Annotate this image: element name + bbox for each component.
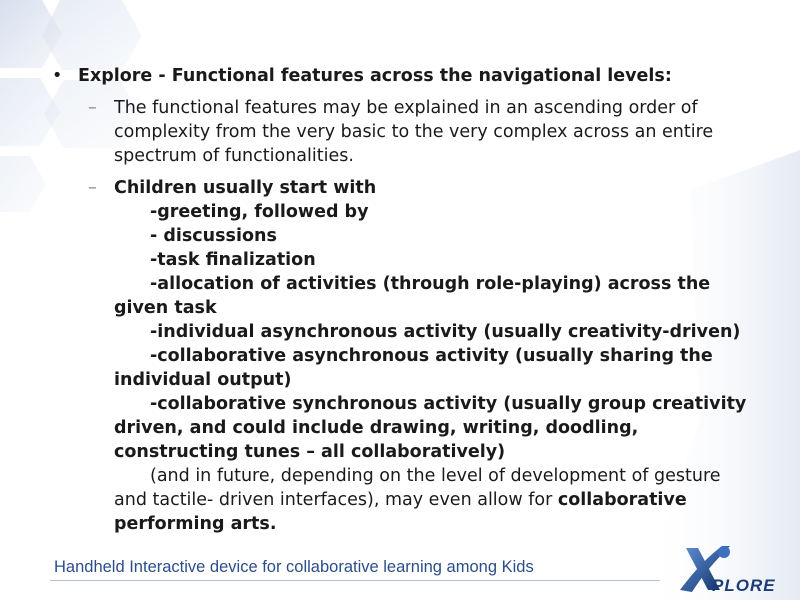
sequence-finalization: -task finalization bbox=[150, 250, 316, 270]
sub-bullet-functional-features bbox=[52, 96, 752, 168]
logo-text: PLORE bbox=[712, 576, 776, 595]
footer-text: Handheld Interactive device for collaborative learning among Kids bbox=[54, 558, 534, 576]
sequence-discussions: - discussions bbox=[150, 226, 277, 246]
sub-bullet-children-sequence bbox=[52, 176, 752, 536]
sequence-allocation: -allocation of activities (through role-playing) across the given task bbox=[114, 274, 711, 318]
sequence-collab-sync: -collaborative synchronous activity (usually group creativity driven, and could include drawing, writing, doodling, constructing tunes – all collaboratively) bbox=[114, 394, 747, 462]
slide-content bbox=[52, 64, 752, 536]
future-bold-text: collaborative performing arts. bbox=[114, 490, 687, 534]
sequence-intro: Children usually start with bbox=[114, 178, 377, 198]
dash-icon: – bbox=[88, 98, 97, 118]
sequence-individual: -individual asynchronous activity (usually creativity-driven) bbox=[150, 322, 741, 342]
sub-bullet-text: The functional features may be explained in an ascending order of complexity from the very basic to the very complex across an entire spectrum of functionalities. bbox=[114, 98, 714, 166]
future-text: (and in future, depending on the level of development of gesture and tactile- driven interfaces), may even allow for bbox=[114, 466, 721, 510]
sequence-future bbox=[114, 464, 752, 536]
dash-icon: – bbox=[88, 178, 97, 198]
sequence-collab-async: -collaborative asynchronous activity (usually sharing the individual output) bbox=[114, 346, 713, 390]
bullet-title: Explore - Functional features across the navigational levels: bbox=[78, 66, 672, 86]
footer-divider bbox=[50, 580, 660, 581]
sequence-greeting: -greeting, followed by bbox=[150, 202, 369, 222]
bullet-icon: • bbox=[52, 66, 63, 86]
main-bullet bbox=[52, 64, 752, 88]
